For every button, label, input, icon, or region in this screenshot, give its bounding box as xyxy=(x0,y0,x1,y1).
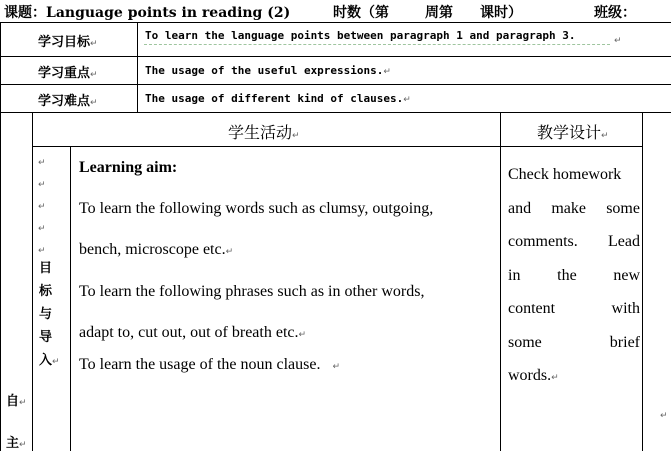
row-label-focus: 学习重点↵ xyxy=(38,66,98,81)
row-label-difficulty: 学习难点↵ xyxy=(38,94,98,109)
design-line: and make some xyxy=(508,199,640,217)
content-line: bench, microscope etc.↵ xyxy=(79,241,234,258)
class-label: 班级： xyxy=(594,5,636,21)
paragraph-mark: ↵ xyxy=(614,36,622,46)
vertical-label-char: 主↵ xyxy=(6,436,27,451)
section-vertical-label: 目 标 与 导 入↵ xyxy=(39,261,60,368)
table-rule xyxy=(0,22,671,23)
table-rule xyxy=(642,112,643,451)
content-line: adapt to, cut out, out of breath etc.↵ xyxy=(79,324,307,341)
table-rule xyxy=(0,84,671,85)
row-label-goal: 学习目标↵ xyxy=(38,35,98,50)
topic-value: Language points in reading (2) xyxy=(46,5,291,21)
table-rule xyxy=(137,22,138,112)
hours-label: 时数（第 xyxy=(333,5,389,21)
design-line: comments. Lead xyxy=(508,233,640,250)
table-rule xyxy=(0,112,671,113)
table-rule xyxy=(32,112,33,451)
learning-aim-title: Learning aim: xyxy=(79,159,178,176)
column-header-teaching-design: 教学设计↵ xyxy=(537,123,609,142)
column-header-student-activity: 学生活动↵ xyxy=(228,123,300,142)
underline-decoration xyxy=(144,44,610,45)
vertical-label-char: 自↵ xyxy=(6,394,27,409)
paragraph-marks: ↵ ↵ ↵ ↵ ↵ xyxy=(38,158,46,256)
row-value-focus: The usage of the useful expressions.↵ xyxy=(145,64,391,77)
design-line: Check homework xyxy=(508,166,622,183)
design-line: some brief xyxy=(508,333,640,351)
topic-label: 课题： xyxy=(4,5,46,21)
row-value-goal: To learn the language points between paragraph 1 and paragraph 3. xyxy=(145,29,576,42)
table-rule xyxy=(70,146,71,451)
content-line: To learn the following words such as clumsy, outgoing, xyxy=(79,200,434,217)
content-line: To learn the usage of the noun clause. ↵ xyxy=(79,356,341,373)
table-rule xyxy=(0,112,1,451)
content-line: To learn the following phrases such as in other words, xyxy=(79,283,425,300)
table-rule xyxy=(0,22,1,112)
table-rule xyxy=(0,56,671,57)
period-label: 课时） xyxy=(480,5,522,21)
design-line: words.↵ xyxy=(508,367,559,384)
week-label: 周第 xyxy=(425,5,453,21)
lesson-topic xyxy=(4,2,290,22)
row-value-difficulty: The usage of different kind of clauses.↵ xyxy=(145,92,411,105)
table-rule xyxy=(32,146,642,147)
design-line: in the new xyxy=(508,266,640,284)
design-line: content with xyxy=(508,300,640,317)
teaching-design-text xyxy=(508,158,640,396)
table-rule xyxy=(500,112,501,451)
paragraph-mark: ↵ xyxy=(660,411,668,421)
